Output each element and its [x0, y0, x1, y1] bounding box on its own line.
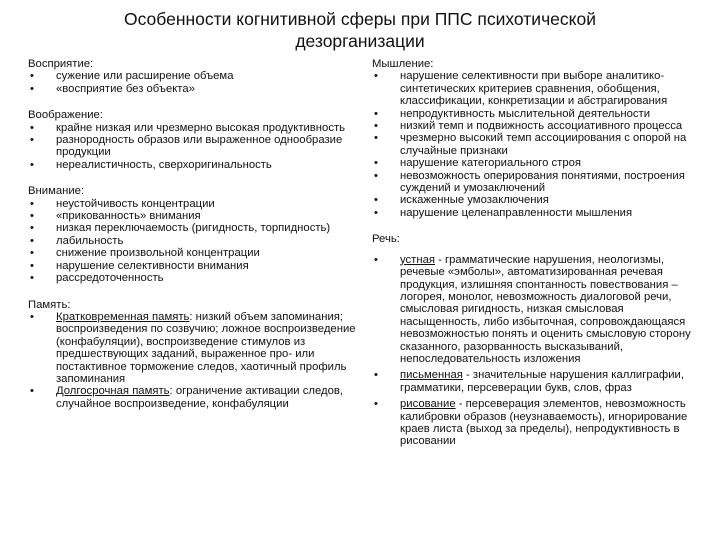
speech-term: устная: [400, 253, 435, 266]
imagination-section: [28, 109, 358, 171]
memory-term: Долгосрочная память: [56, 385, 170, 398]
memory-text: : ограничение активации следов, случайное воспроизведение, конфабуляции: [56, 385, 343, 410]
list-item: • сужение или расширение объема: [28, 70, 358, 82]
speech-term: рисование: [400, 398, 456, 411]
imagination-heading: Воображение:: [28, 109, 103, 122]
list-item: [28, 311, 358, 385]
thinking-heading: Мышление:: [372, 58, 434, 70]
thinking-section: [372, 58, 692, 219]
list-item: • нереалистичность, сверхоригинальность: [28, 159, 358, 171]
speech-text: - персеверация элементов, невозможность калибровки образов (неузнаваемость), игнорирование краев листа (выход за пределы), непродуктивность в рисовании: [400, 398, 688, 448]
list-item: • разнородность образов или выраженное однообразие продукции: [28, 134, 358, 159]
memory-text: : низкий объем запоминания; воспроизведения по созвучию; ложное воспроизведение (конфабуляции), воспроизведение стимулов из предшествующих заданий, выраженное про- или постактивное торможение следов, хаотичный профиль запоминания: [56, 310, 356, 385]
list-item: • крайне низкая или чрезмерно высокая продуктивность: [28, 122, 358, 134]
memory-heading: Память:: [28, 298, 71, 311]
attention-section: [28, 185, 358, 284]
list-item: • «прикованность» внимания: [28, 210, 358, 222]
list-item: • нарушение селективности при выборе аналитико-синтетических критериев сравнения, обобщения, классификации, конкретизации и абстрагирования: [372, 70, 692, 107]
speech-heading: Речь:: [372, 233, 400, 246]
speech-text: - грамматические нарушения, неологизмы, речевые «эмболы», автоматизированная речевая продукция, излишняя спонтанность повествования – логорея, монолог, невозможность диалоговой речи, смысловая ригидность, низкая смысловая насыщенность, либо избыточная, сопровождающаяся невозможностью понять и оценить смысловую сторону сказанного, разорванность высказываний, непоследовательность изложения: [400, 253, 691, 365]
speech-term: письменная: [400, 369, 463, 382]
title-line-2: дезорганизации: [295, 31, 425, 51]
list-item: [372, 369, 692, 394]
perception-list: [28, 70, 358, 95]
page-title: [60, 8, 660, 52]
right-column: [372, 58, 692, 462]
list-item: • лабильность: [28, 235, 358, 247]
list-item: • рассредоточенность: [28, 272, 358, 284]
list-item: [372, 254, 692, 366]
list-item: • чрезмерно высокий темп ассоциирования с опорой на случайные признаки: [372, 132, 692, 157]
attention-list: [28, 198, 358, 285]
attention-heading: Внимание:: [28, 185, 85, 198]
list-item: • непродуктивность мыслительной деятельности: [372, 108, 692, 120]
list-item: [372, 398, 692, 448]
left-column: [28, 58, 358, 424]
list-item: • нарушение селективности внимания: [28, 260, 358, 272]
list-item: • снижение произвольной концентрации: [28, 247, 358, 259]
speech-section: [372, 233, 692, 448]
speech-list: [372, 254, 692, 448]
thinking-list: [372, 70, 692, 219]
list-item: • неустойчивость концентрации: [28, 198, 358, 210]
list-item: • низкий темп и подвижность ассоциативного процесса: [372, 120, 692, 132]
memory-section: [28, 299, 358, 411]
list-item: • нарушение категориального строя: [372, 157, 692, 169]
list-item: • «восприятие без объекта»: [28, 83, 358, 95]
memory-list: [28, 311, 358, 410]
title-line-1: Особенности когнитивной сферы при ППС психотической: [123, 9, 597, 29]
list-item: [28, 385, 358, 410]
imagination-list: [28, 122, 358, 172]
list-item: • нарушение целенаправленности мышления: [372, 207, 692, 219]
list-item: • низкая переключаемость (ригидность, торпидность): [28, 222, 358, 234]
list-item: • невозможность оперирования понятиями, построения суждений и умозаключений: [372, 170, 692, 195]
memory-term: Кратковременная память: [56, 310, 190, 323]
speech-text: - значительные нарушения каллиграфии, грамматики, персеверации букв, слов, фраз: [400, 369, 684, 394]
perception-section: [28, 58, 358, 95]
perception-heading: Восприятие:: [28, 58, 94, 70]
list-item: • искаженные умозаключения: [372, 194, 692, 206]
